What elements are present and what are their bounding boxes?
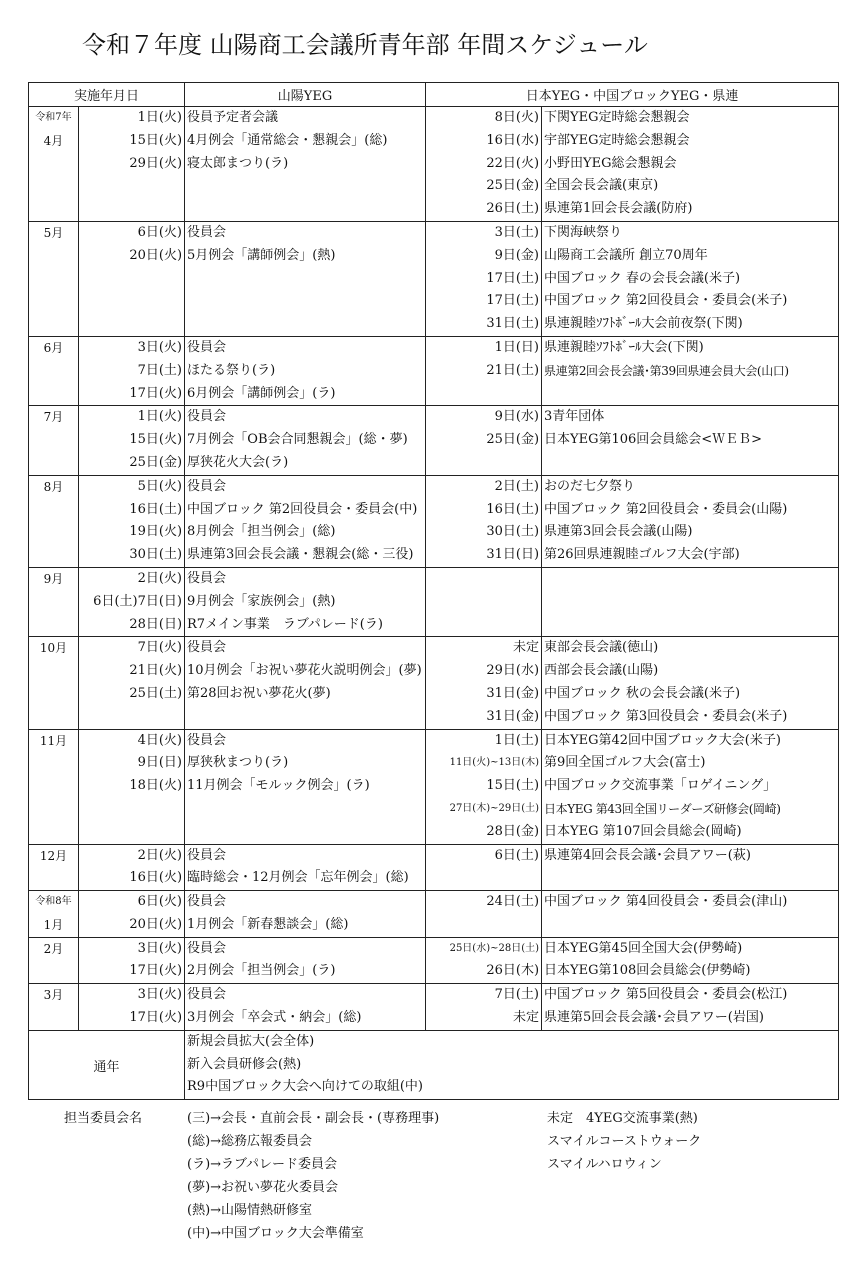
sanyo-event-date: 20日(火): [129, 916, 183, 932]
legend-committee-list: [187, 1107, 439, 1245]
national-event-date: 26日(木): [486, 963, 540, 979]
national-event-date: 7日(土): [494, 987, 540, 1003]
schedule-body: [29, 107, 839, 1100]
month-row: [29, 937, 839, 984]
schedule-table: [28, 82, 839, 1100]
sanyo-event-date: 28日(日): [129, 616, 183, 632]
sanyo-event-date: 16日(土): [129, 501, 183, 517]
national-event-name: 県連第5回会長会議･会員アワー(岩国): [544, 1010, 764, 1026]
year-round-row: [29, 1030, 839, 1099]
sanyo-event-date: 2日(火): [137, 847, 183, 863]
national-event-name: 宇部YEG定時総会懇親会: [544, 132, 690, 148]
national-event-name: 県連第1回会長会議(防府): [544, 201, 693, 217]
table-header-row: [29, 83, 839, 107]
sanyo-event-name: 役員会: [187, 570, 227, 586]
sanyo-event-name: 役員予定者会議: [187, 110, 279, 125]
sanyo-event-name: 臨時総会・12月例会「忘年例会」(総): [187, 870, 409, 886]
sanyo-event-name: 役員会: [187, 732, 227, 748]
sanyo-event-date: 20日(火): [129, 247, 183, 263]
sanyo-event-date: 3日(火): [137, 987, 183, 1003]
sanyo-event-date: 3日(火): [137, 339, 183, 355]
sanyo-event-date: 1日(火): [137, 110, 183, 125]
sanyo-event-name: 1月例会「新春懇談会」(総): [187, 916, 349, 932]
sanyo-event-date: 16日(火): [129, 870, 183, 886]
sanyo-event-name: 厚狭花火大会(ラ): [187, 454, 289, 470]
sanyo-event-name: 役員会: [187, 847, 227, 863]
national-event-date: 31日(金): [486, 708, 540, 724]
month-row: [29, 475, 839, 567]
month-row: [29, 729, 839, 844]
national-event-name: 日本YEG第108回会員総会(伊勢崎): [544, 963, 751, 979]
month-label: 6月: [43, 340, 64, 355]
sanyo-date-cell: [79, 937, 185, 984]
month-row: [29, 336, 839, 405]
national-event-date: 9日(金): [494, 247, 540, 263]
sanyo-event-name: 役員会: [187, 640, 227, 656]
national-event-date: 28日(金): [486, 823, 540, 839]
month-row: [29, 221, 839, 336]
header-national-yeg: 日本YEG・中国ブロックYEG・県連: [426, 83, 839, 107]
national-event-date: 22日(火): [486, 155, 540, 171]
legend-other-item: スマイルコーストウォーク: [547, 1134, 702, 1149]
national-event-cell: [542, 406, 839, 475]
month-label-cell: [29, 984, 79, 1031]
sanyo-date-cell: [79, 984, 185, 1031]
national-event-name: 中国ブロック 第2回役員会・委員会(米子): [544, 293, 788, 309]
sanyo-event-cell: [185, 729, 426, 844]
sanyo-date-cell: [79, 221, 185, 336]
national-event-name: 山陽商工会議所 創立70周年: [544, 247, 708, 263]
national-date-cell: [426, 937, 542, 984]
year-round-event: R9中国ブロック大会へ向けての取組(中): [187, 1079, 423, 1095]
sanyo-date-cell: [79, 844, 185, 891]
national-event-cell: [542, 937, 839, 984]
national-event-name: 全国会長会議(東京): [544, 178, 659, 194]
national-event-name: 県連親睦ｿﾌﾄﾎﾞｰﾙ大会(下関): [544, 339, 704, 355]
month-label: 令和8年: [35, 896, 72, 908]
month-label: 9月: [43, 571, 64, 586]
national-event-name: 小野田YEG総会懇親会: [544, 155, 677, 171]
national-event-cell: [542, 336, 839, 405]
month-label-cell: [29, 475, 79, 567]
month-label-cell: [29, 937, 79, 984]
legend-committee-item: (中)→中国ブロック大会準備室: [187, 1226, 364, 1241]
sanyo-event-date: 30日(土): [129, 547, 183, 563]
national-event-cell: [542, 475, 839, 567]
sanyo-event-date: 25日(土): [129, 685, 183, 701]
national-event-cell: [542, 891, 839, 938]
sanyo-event-name: 9月例会「家族例会」(熱): [187, 593, 336, 609]
national-event-name: 下関海峡祭り: [544, 224, 623, 240]
national-event-date: 16日(水): [486, 132, 540, 148]
sanyo-date-cell: [79, 406, 185, 475]
national-event-name: 県連第4回会長会議･会員アワー(萩): [544, 847, 751, 863]
sanyo-event-name: 中国ブロック 第2回役員会・委員会(中): [187, 501, 418, 517]
year-round-event: 新入会員研修会(熱): [187, 1056, 302, 1072]
month-label-cell: [29, 107, 79, 222]
national-event-name: 中国ブロック交流事業「ロゲイニング」: [544, 778, 777, 794]
sanyo-event-name: ほたる祭り(ラ): [187, 362, 276, 378]
sanyo-date-cell: [79, 729, 185, 844]
legend-committee-item: (夢)→お祝い夢花火委員会: [187, 1180, 339, 1195]
sanyo-event-name: R7メイン事業 ラブパレード(ラ): [187, 616, 383, 632]
month-row: [29, 567, 839, 636]
national-event-date: 21日(土): [486, 362, 540, 378]
national-date-cell: [426, 336, 542, 405]
national-date-cell: [426, 107, 542, 222]
month-row: [29, 637, 839, 729]
sanyo-date-cell: [79, 336, 185, 405]
sanyo-event-name: 役員会: [187, 940, 227, 956]
national-event-name: 中国ブロック 第3回役員会・委員会(米子): [544, 708, 788, 724]
national-event-date: 15日(土): [486, 778, 540, 794]
national-event-date: 26日(土): [486, 201, 540, 217]
sanyo-event-name: 10月例会「お祝い夢花火説明例会」(夢): [187, 663, 422, 679]
month-label: 12月: [39, 848, 68, 863]
national-event-name: 日本YEG第45回全国大会(伊勢崎): [544, 940, 743, 956]
national-event-name: 中国ブロック 第5回役員会・委員会(松江): [544, 987, 788, 1003]
national-event-date: 未定: [513, 640, 540, 656]
national-event-date: 31日(金): [486, 685, 540, 701]
month-label: 10月: [39, 641, 68, 656]
month-row: [29, 891, 839, 938]
legend-other-list: [547, 1107, 701, 1176]
national-event-date: 8日(火): [494, 110, 540, 125]
sanyo-event-name: 役員会: [187, 987, 227, 1003]
sanyo-event-cell: [185, 406, 426, 475]
sanyo-event-name: 11月例会「モルック例会」(ラ): [187, 778, 370, 794]
year-round-label: 通年: [29, 1030, 185, 1099]
legend-committee-item: (総)→総務広報委員会: [187, 1134, 313, 1149]
header-date: 実施年月日: [29, 83, 185, 107]
legend-committee-item: (ラ)→ラブパレード委員会: [187, 1157, 337, 1172]
month-label: 8月: [43, 479, 64, 494]
national-event-date: 2日(土): [494, 478, 540, 494]
sanyo-event-name: 役員会: [187, 409, 227, 425]
national-event-date: 3日(土): [494, 224, 540, 240]
sanyo-event-name: 寝太郎まつり(ラ): [187, 155, 289, 171]
sanyo-event-date: 17日(火): [129, 1010, 183, 1026]
sanyo-event-date: 7日(火): [137, 640, 183, 656]
national-event-date: 未定: [513, 1010, 540, 1026]
sanyo-date-cell: [79, 891, 185, 938]
sanyo-event-cell: [185, 984, 426, 1031]
sanyo-event-date: 2日(火): [137, 570, 183, 586]
national-event-date: 24日(土): [486, 894, 540, 910]
page-title: 令和７年度 山陽商工会議所青年部 年間スケジュール: [82, 31, 648, 59]
sanyo-event-name: 役員会: [187, 478, 227, 494]
month-label: 2月: [43, 941, 64, 956]
sanyo-event-date: 3日(火): [137, 940, 183, 956]
month-row: [29, 107, 839, 222]
national-event-name: 中国ブロック 秋の会長会議(米子): [544, 685, 741, 701]
month-label-cell: [29, 221, 79, 336]
month-label: 令和7年: [35, 112, 72, 123]
sanyo-event-date: 21日(火): [129, 663, 183, 679]
national-event-date: 31日(土): [486, 316, 540, 332]
sanyo-event-date: 7日(土): [137, 362, 183, 378]
sanyo-event-date: 17日(火): [129, 963, 183, 979]
legend-other-item: スマイルハロウィン: [547, 1157, 662, 1172]
national-date-cell: [426, 844, 542, 891]
national-event-name: 第9回全国ゴルフ大会(富士): [544, 755, 706, 771]
legend-committee-item: (熱)→山陽情熱研修室: [187, 1203, 313, 1218]
legend-title: 担当委員会名: [64, 1111, 143, 1126]
national-event-date: 16日(土): [486, 501, 540, 517]
year-round-event: 新規会員拡大(会全体): [187, 1033, 315, 1049]
national-event-date: 31日(日): [486, 547, 540, 563]
national-event-name: 日本YEG 第43回全国リーダーズ研修会(岡崎): [544, 801, 781, 816]
sanyo-event-name: 5月例会「講師例会」(熱): [187, 247, 336, 263]
sanyo-event-name: 7月例会「OB会合同懇親会」(総・夢): [187, 432, 408, 448]
sanyo-event-name: 6月例会「講師例会」(ラ): [187, 385, 336, 401]
month-row: [29, 406, 839, 475]
national-event-date: 11日(火)~13日(木): [449, 757, 540, 769]
sanyo-event-name: 4月例会「通常総会・懇親会」(総): [187, 132, 388, 148]
sanyo-event-cell: [185, 937, 426, 984]
sanyo-event-name: 役員会: [187, 224, 227, 240]
national-event-name: 西部会長会議(山陽): [544, 663, 659, 679]
national-event-cell: [542, 221, 839, 336]
sanyo-event-cell: [185, 844, 426, 891]
sanyo-event-date: 15日(火): [129, 432, 183, 448]
sanyo-event-cell: [185, 567, 426, 636]
month-label-cell: [29, 729, 79, 844]
sanyo-event-date: 17日(火): [129, 385, 183, 401]
national-event-name: 第26回県連親睦ゴルフ大会(宇部): [544, 547, 740, 563]
national-event-cell: [542, 567, 839, 636]
national-event-name: 県連第2回会長会議･第39回県連会員大会(山口): [544, 363, 789, 378]
month-label-cell: [29, 637, 79, 729]
national-event-name: 下関YEG定時総会懇親会: [544, 110, 690, 125]
sanyo-event-date: 19日(火): [129, 524, 183, 540]
national-event-date: 25日(金): [486, 432, 540, 448]
month-label-cell: [29, 406, 79, 475]
national-event-name: 日本YEG 第107回会員総会(岡崎): [544, 823, 742, 839]
national-event-name: 県連親睦ｿﾌﾄﾎﾞｰﾙ大会前夜祭(下関): [544, 316, 743, 332]
sanyo-event-name: 8月例会「担当例会」(総): [187, 524, 336, 540]
month-row: [29, 844, 839, 891]
national-event-date: 9日(水): [494, 409, 540, 425]
sanyo-date-cell: [79, 637, 185, 729]
month-row: [29, 984, 839, 1031]
national-date-cell: [426, 475, 542, 567]
national-event-name: 日本YEG第106回会員総会<ＷＥＢ>: [544, 432, 763, 448]
national-date-cell: [426, 984, 542, 1031]
sanyo-event-date: 9日(日): [137, 755, 183, 771]
sanyo-event-date: 15日(火): [129, 132, 183, 148]
national-event-name: 中国ブロック 春の会長会議(米子): [544, 270, 741, 286]
sanyo-event-cell: [185, 637, 426, 729]
month-label: 5月: [43, 225, 64, 240]
national-event-date: 30日(土): [486, 524, 540, 540]
sanyo-event-date: 5日(火): [137, 478, 183, 494]
national-event-date: 25日(水)~28日(土): [449, 942, 540, 954]
legend-other-item: 未定 4YEG交流事業(熱): [547, 1111, 698, 1126]
sanyo-event-name: 厚狭秋まつり(ラ): [187, 755, 289, 771]
national-event-cell: [542, 637, 839, 729]
national-event-name: 3青年団体: [544, 409, 605, 425]
sanyo-event-name: 第28回お祝い夢花火(夢): [187, 685, 331, 701]
sanyo-event-date: 1日(火): [137, 409, 183, 425]
sanyo-date-cell: [79, 567, 185, 636]
national-date-cell: [426, 221, 542, 336]
sanyo-event-cell: [185, 221, 426, 336]
national-date-cell: [426, 406, 542, 475]
national-event-date: 6日(土): [494, 847, 540, 863]
national-event-date: 1日(日): [494, 339, 540, 355]
national-event-date: 1日(土): [494, 732, 540, 748]
national-event-name: 東部会長会議(徳山): [544, 640, 659, 656]
national-event-cell: [542, 984, 839, 1031]
national-event-date: 17日(土): [486, 270, 540, 286]
month-label-cell: [29, 891, 79, 938]
national-date-cell: [426, 891, 542, 938]
header-sanyo-yeg: 山陽YEG: [185, 83, 426, 107]
sanyo-event-date: 6日(火): [137, 894, 183, 910]
sanyo-event-date: 6日(火): [137, 224, 183, 240]
month-label: 1月: [43, 917, 64, 932]
sanyo-event-name: 役員会: [187, 894, 227, 910]
sanyo-event-cell: [185, 336, 426, 405]
sanyo-date-cell: [79, 107, 185, 222]
sanyo-event-date: 29日(火): [129, 155, 183, 171]
national-event-name: 中国ブロック 第4回役員会・委員会(津山): [544, 894, 788, 910]
month-label-cell: [29, 336, 79, 405]
month-label: 3月: [43, 988, 64, 1003]
sanyo-event-name: 2月例会「担当例会」(ラ): [187, 963, 336, 979]
sanyo-event-name: 3月例会「卒会式・納会」(総): [187, 1010, 362, 1026]
sanyo-event-cell: [185, 475, 426, 567]
month-label: 11月: [39, 733, 68, 748]
year-round-events: [185, 1030, 839, 1099]
sanyo-event-date: 6日(土)7日(日): [93, 593, 183, 609]
national-event-name: おのだ七夕祭り: [544, 478, 636, 494]
sanyo-event-name: 役員会: [187, 339, 227, 355]
sanyo-event-date: 18日(火): [129, 778, 183, 794]
sanyo-event-name: 県連第3回会長会議・懇親会(総・三役): [187, 547, 414, 563]
national-event-date: 25日(金): [486, 178, 540, 194]
national-event-cell: [542, 729, 839, 844]
legend-committee-item: (三)→会長・直前会長・副会長・(専務理事): [187, 1111, 440, 1126]
national-event-cell: [542, 107, 839, 222]
national-date-cell: [426, 729, 542, 844]
national-event-date: 29日(水): [486, 663, 540, 679]
national-event-name: 日本YEG第42回中国ブロック大会(米子): [544, 732, 781, 748]
sanyo-event-date: 25日(金): [129, 454, 183, 470]
national-event-cell: [542, 844, 839, 891]
sanyo-event-cell: [185, 891, 426, 938]
month-label-cell: [29, 844, 79, 891]
sanyo-event-cell: [185, 107, 426, 222]
sanyo-event-date: 4日(火): [137, 732, 183, 748]
national-event-name: 中国ブロック 第2回役員会・委員会(山陽): [544, 501, 788, 517]
month-label-cell: [29, 567, 79, 636]
national-date-cell: [426, 567, 542, 636]
month-label: 4月: [43, 133, 64, 148]
sanyo-date-cell: [79, 475, 185, 567]
national-event-date: 17日(土): [486, 293, 540, 309]
month-label: 7月: [43, 410, 64, 425]
national-event-date: 27日(木)~29日(土): [449, 802, 540, 814]
national-event-name: 県連第3回会長会議(山陽): [544, 524, 693, 540]
national-date-cell: [426, 637, 542, 729]
